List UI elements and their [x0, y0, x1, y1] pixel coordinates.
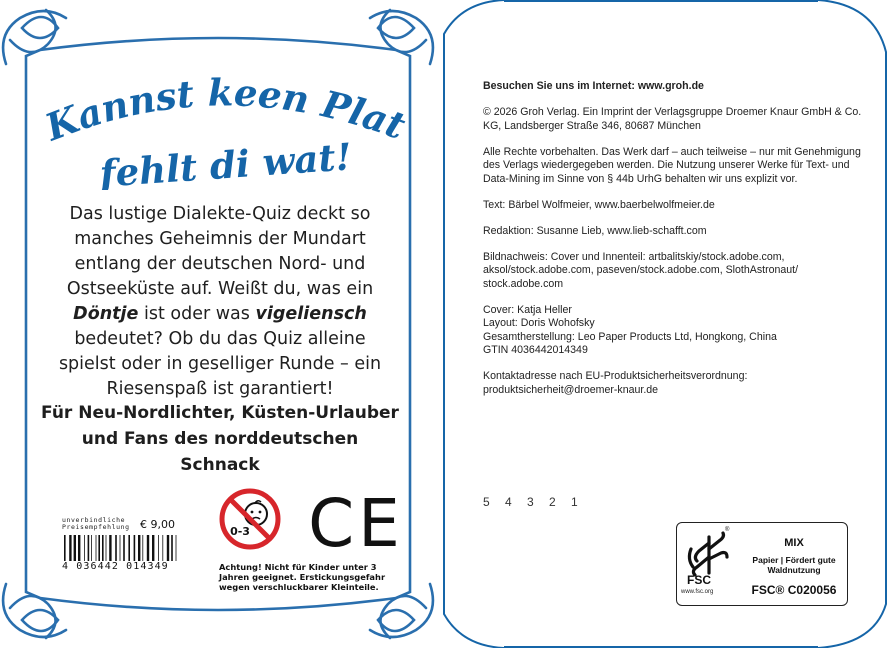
layout-credit: Layout: Doris Wohofsky [483, 317, 595, 329]
text-credit: Text: Bärbel Wolfmeier, www.baerbelwolfmeier.de [483, 198, 715, 211]
ce-mark-icon [306, 490, 406, 552]
contact-label: Kontaktadresse nach EU-Produktsicherheitsverordnung: [483, 370, 748, 382]
description-emphasis: vigeliensch [255, 304, 367, 324]
back-cover-card [0, 0, 436, 648]
title-line-1: Kannst keen Plat [39, 70, 410, 150]
svg-text:Kannst keen Platt, [30, 60, 410, 150]
price-barcode-block [62, 516, 186, 572]
contact-block [483, 370, 863, 397]
title-line-2: fehlt di wat! [98, 134, 354, 190]
fsc-label-box [676, 522, 848, 606]
rights-line: Alle Rechte vorbehalten. Das Werk darf – auch teilweise – nur mit Genehmigung des Verlags wiedergegeben werden. Die Nutzung unserer Werke für Text- und Data-Mining im Sinne von § 44b UrhG behalten wir uns explizit vor. [483, 145, 861, 185]
image-credit: Bildnachweis: Cover und Innenteil: artbalitskiy/stock.adobe.com, aksol/stock.adobe.com, paseven/stock.adobe.com, SlothAstronaut/ stock.adobe.com [483, 250, 799, 290]
gtin: GTIN 4036442014349 [483, 344, 588, 356]
description-part: ist oder was [138, 304, 256, 324]
age-label: 0-3 [230, 525, 250, 538]
description-emphasis: Döntje [73, 304, 139, 324]
safety-warning: Achtung! Nicht für Kinder unter 3 Jahren geeignet. Erstickungsgefahr wegen verschluckbarer Kleinteile. [219, 562, 386, 592]
price: € 9,00 [140, 518, 175, 531]
imprint-card [438, 0, 894, 648]
fsc-description: Papier | Fördert gute Waldnutzung [752, 555, 836, 575]
description-text [52, 202, 388, 402]
website-line: Besuchen Sie uns im Internet: www.groh.de [483, 80, 704, 92]
not-for-under-3-icon [218, 487, 282, 551]
fsc-mix-label: MIX [784, 537, 804, 549]
print-run-numbers: 5 4 3 2 1 [483, 495, 584, 509]
barcode-number: 4 036442 014349 [62, 561, 188, 572]
cover-credit: Cover: Katja Heller [483, 303, 572, 316]
copyright-line: © 2026 Groh Verlag. Ein Imprint der Verlagsgruppe Droemer Knaur GmbH & Co. KG, Landsberger Straße 346, 80687 München [483, 106, 862, 132]
production-credit: Gesamtherstellung: Leo Paper Products Ltd, Hongkong, China [483, 330, 777, 343]
imprint-text [483, 80, 863, 410]
production-credits [483, 304, 863, 358]
ce-mark-text: CE [308, 490, 404, 552]
fsc-logo-text: FSC [687, 573, 711, 587]
contact-email: produktsicherheit@droemer-knaur.de [483, 383, 659, 396]
price-recommendation-label: unverbindliche Preisempfehlung [62, 516, 130, 531]
target-audience: Für Neu-Nordlichter, Küsten-Urlauber und Fans des norddeutschen Schnack [41, 403, 399, 475]
fsc-tree-icon [683, 529, 735, 579]
description-part: bedeutet? Ob du das Quiz alleine spielst oder in geselliger Runde – ein Riesenspaß ist garantiert! [58, 329, 382, 399]
fsc-license-code: FSC® C020056 [751, 583, 837, 597]
fsc-url: www.fsc.org [681, 589, 714, 595]
editor-credit: Redaktion: Susanne Lieb, www.lieb-schafft.com [483, 224, 707, 237]
fsc-registered-mark: ® [725, 527, 730, 533]
title-lettering [30, 60, 410, 190]
product-title [30, 60, 410, 190]
description-part: Das lustige Dialekte-Quiz deckt so manches Geheimnis der Mundart entlang der deutschen Nord- und Ostseeküste auf. Weißt du, was ein [66, 204, 374, 299]
